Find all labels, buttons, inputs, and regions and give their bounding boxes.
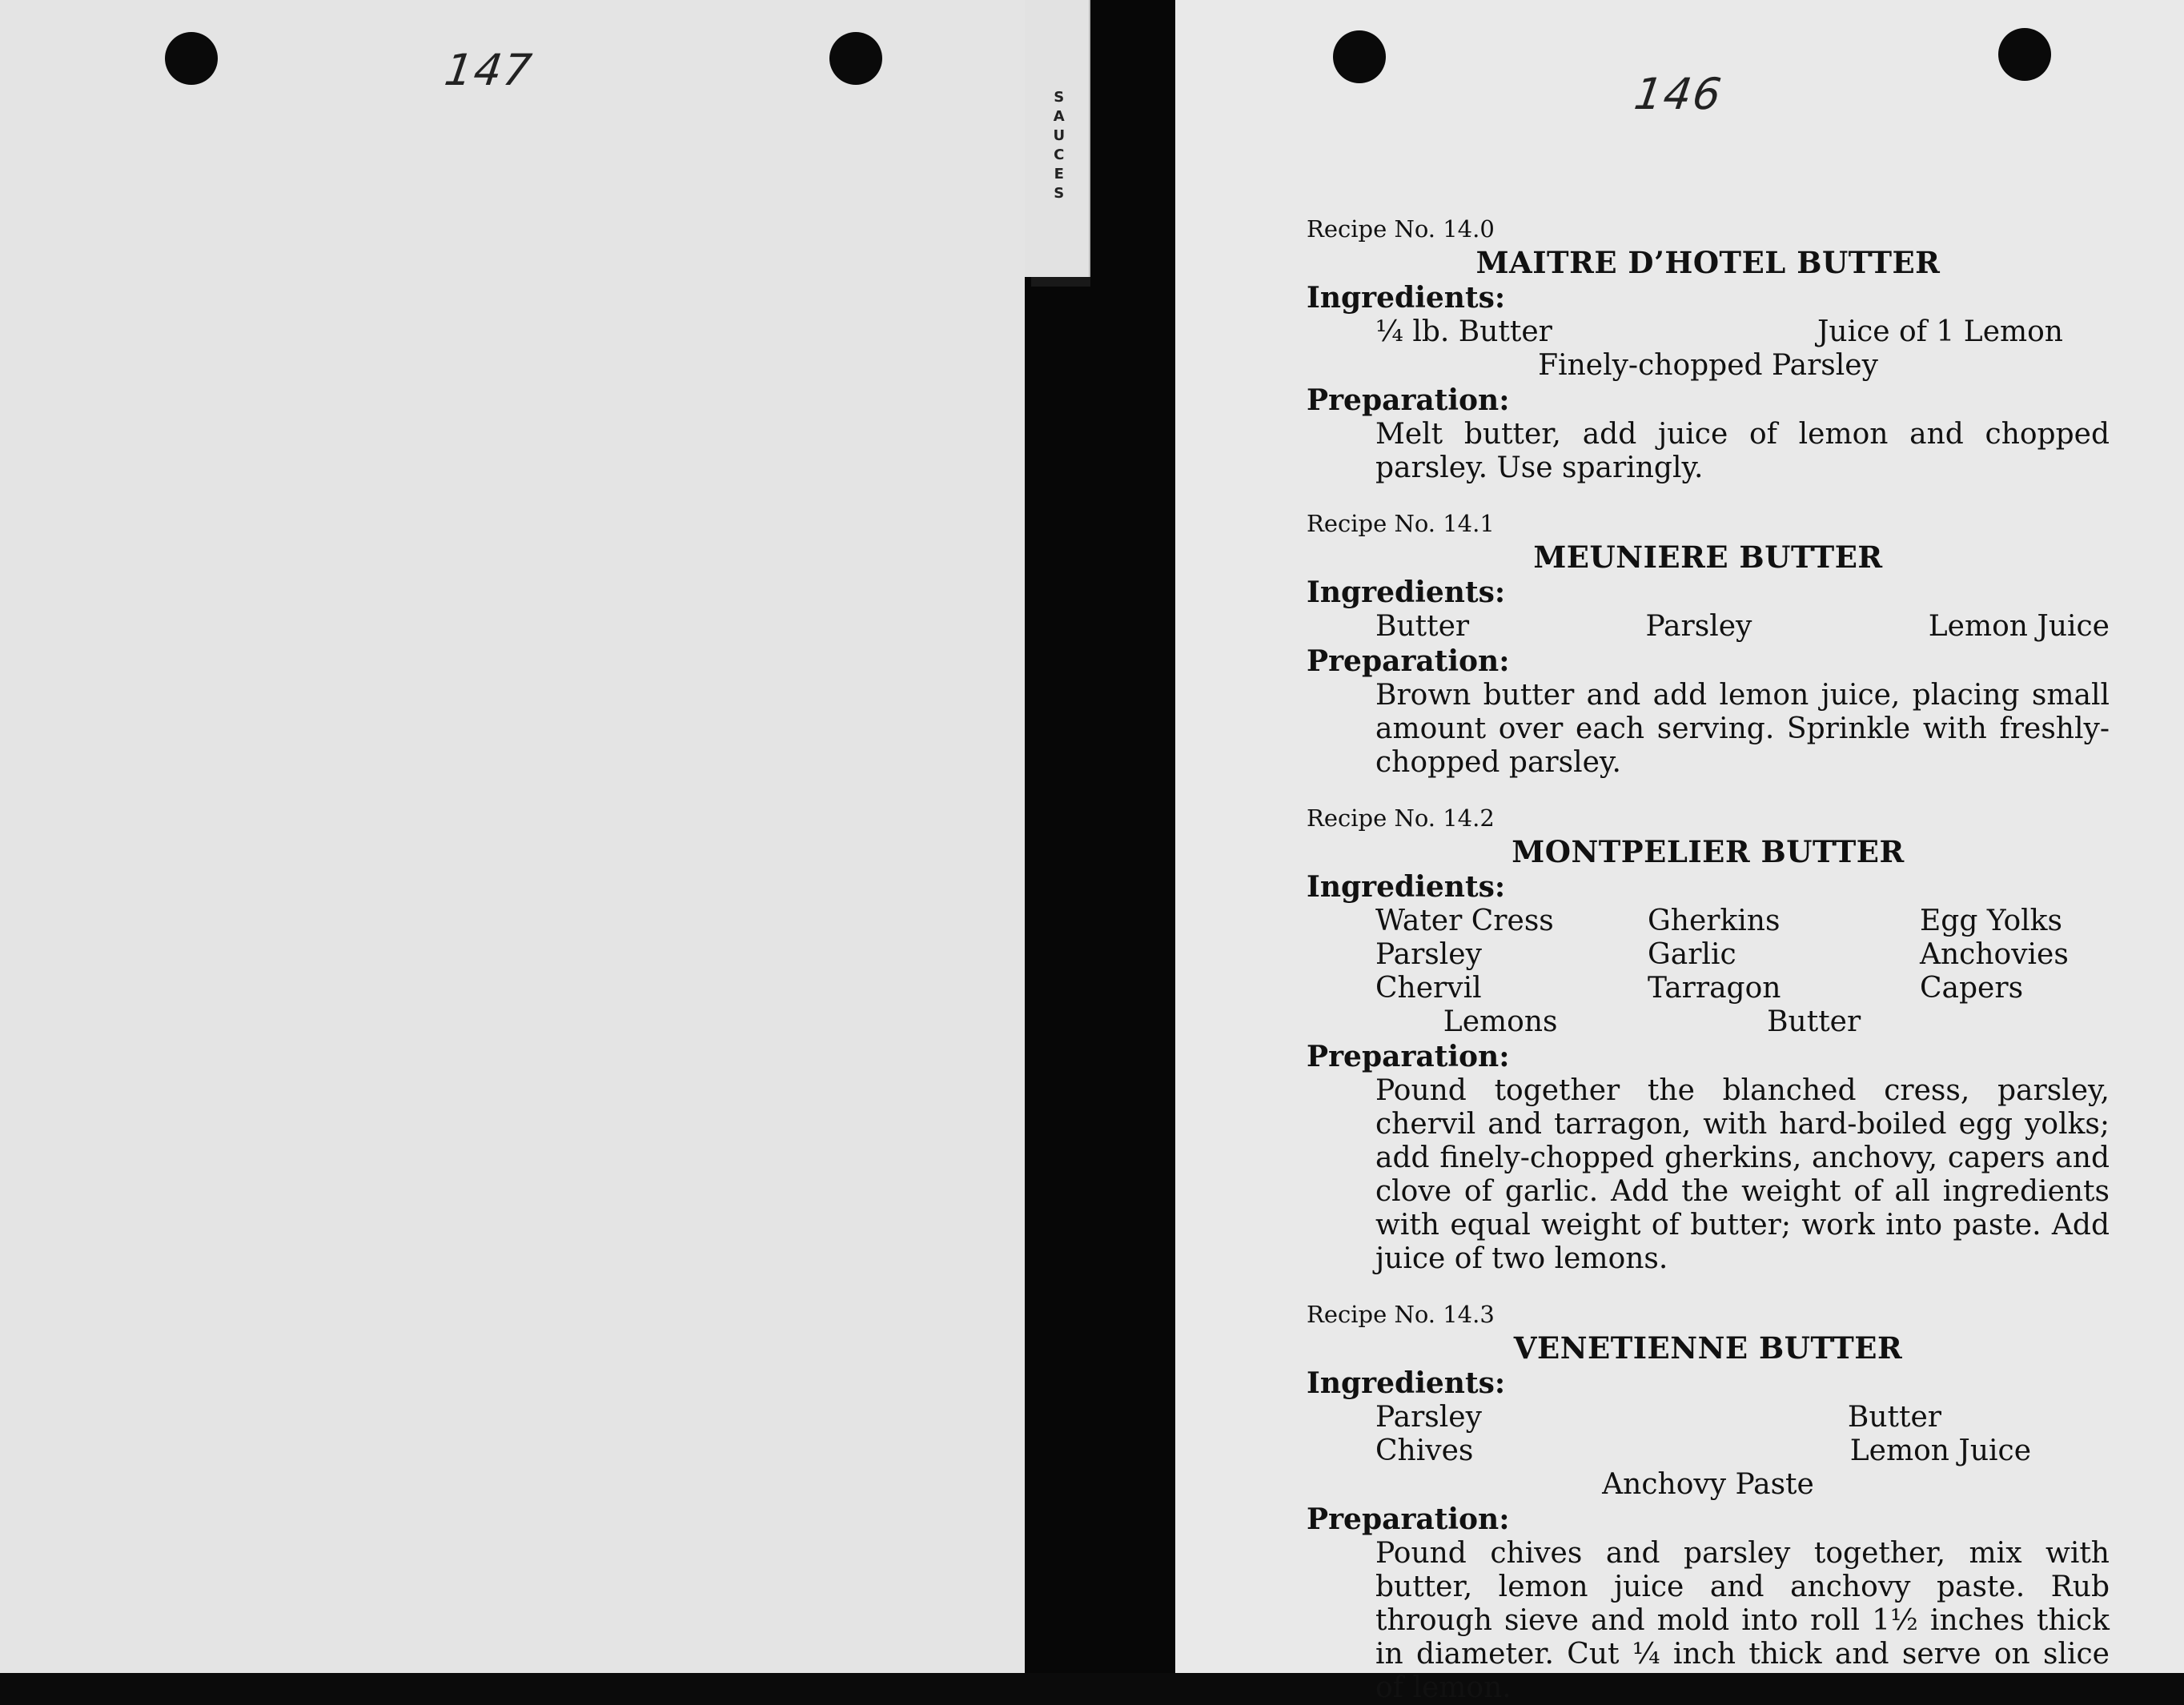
recipe-14-3	[1307, 1298, 2110, 1705]
ingredient: Chervil	[1375, 972, 1482, 1005]
recipe-number: Recipe No. 14.0	[1307, 215, 1495, 243]
binder-hole-right-1	[1333, 30, 1386, 83]
recipe-title: MONTPELIER BUTTER	[1512, 834, 1905, 869]
ingredient: Butter	[1375, 610, 1470, 643]
ingredient: Gherkins	[1648, 905, 1781, 937]
index-tab-shadow	[1031, 277, 1090, 287]
preparation-label: Preparation:	[1307, 383, 1510, 417]
ingredient: Garlic	[1648, 938, 1736, 971]
ingredients-label: Ingredients:	[1307, 870, 1506, 904]
preparation-text: Pound chives and parsley together, mix with butter, lemon juice and anchovy paste. Rub through sieve and mold into roll 1½ inches thick in diameter. Cut ¼ inch thick and serve on slice of lemon.	[1375, 1537, 2110, 1704]
ingredient: Chives	[1375, 1434, 1474, 1467]
recipe-title: VENETIENNE BUTTER	[1513, 1330, 1903, 1366]
index-tab-label: SAUCES	[1053, 89, 1066, 202]
ingredient: Parsley	[1375, 1401, 1482, 1434]
left-page-number: 147	[441, 45, 536, 95]
ingredient: Parsley	[1375, 938, 1482, 971]
ingredient: Finely-chopped Parsley	[1538, 349, 1878, 382]
recipe-title: MAITRE D’HOTEL BUTTER	[1475, 245, 1941, 280]
ingredient: Egg Yolks	[1920, 905, 2062, 937]
preparation-text: Pound together the blanched cress, parsley, chervil and tarragon, with hard-boiled egg yolks; add finely-chopped gherkins, anchovy, capers and clove of garlic. Add the weight of all ingredients with equal weight of butter; work into paste. Add juice of two lemons.	[1375, 1074, 2110, 1275]
recipe-number: Recipe No. 14.1	[1307, 510, 1495, 537]
ingredients-row	[1307, 1401, 2110, 1434]
preparation-text: Melt butter, add juice of lemon and chopped parsley. Use sparingly.	[1375, 418, 2110, 484]
ingredients-row	[1307, 610, 2110, 644]
ingredient: Lemon Juice	[1849, 1434, 2031, 1467]
ingredient: Lemon Juice	[1928, 610, 2110, 643]
recipe-number: Recipe No. 14.3	[1307, 1301, 1495, 1328]
ingredient: Juice of 1 Lemon	[1817, 315, 2063, 348]
ingredients-row	[1307, 1005, 2110, 1039]
recipe-14-1	[1307, 507, 2110, 780]
preparation-text: Brown butter and add lemon juice, placing small amount over each serving. Sprinkle with freshly-chopped parsley.	[1375, 679, 2110, 779]
ingredient: Butter	[1847, 1401, 1941, 1434]
ingredients-row	[1307, 315, 2110, 349]
preparation-label: Preparation:	[1307, 644, 1510, 678]
preparation-label: Preparation:	[1307, 1040, 1510, 1073]
recipe-title: MEUNIERE BUTTER	[1533, 540, 1883, 575]
ingredients-row	[1307, 1434, 2110, 1468]
ingredient: Anchovies	[1920, 938, 2069, 971]
binder-hole-left-1	[165, 32, 218, 85]
recipe-14-2	[1307, 802, 2110, 1276]
ingredients-label: Ingredients:	[1307, 281, 1506, 315]
ingredient: Butter	[1767, 1005, 1861, 1038]
binder-hole-left-2	[829, 32, 882, 85]
ingredient: Anchovy Paste	[1602, 1468, 1814, 1501]
ingredient: Lemons	[1443, 1005, 1558, 1038]
right-page-number: 146	[1631, 69, 1726, 119]
ingredients-label: Ingredients:	[1307, 1366, 1506, 1400]
ingredient: ¼ lb. Butter	[1375, 315, 1552, 348]
left-recipe-card	[0, 0, 1026, 1673]
recipe-14-0	[1307, 213, 2110, 485]
recipe-number: Recipe No. 14.2	[1307, 804, 1495, 832]
ingredients-row	[1307, 1468, 2110, 1502]
ingredients-label: Ingredients:	[1307, 576, 1506, 609]
preparation-label: Preparation:	[1307, 1502, 1510, 1536]
ingredient: Tarragon	[1648, 972, 1781, 1005]
ingredients-grid	[1307, 905, 2110, 1005]
ingredient: Water Cress	[1375, 905, 1554, 937]
binder-hole-right-2	[1998, 28, 2051, 81]
ingredients-row	[1307, 349, 2110, 383]
recipe-list	[1307, 213, 2110, 1705]
ingredient: Parsley	[1645, 610, 1752, 643]
ingredient: Capers	[1920, 972, 2024, 1005]
